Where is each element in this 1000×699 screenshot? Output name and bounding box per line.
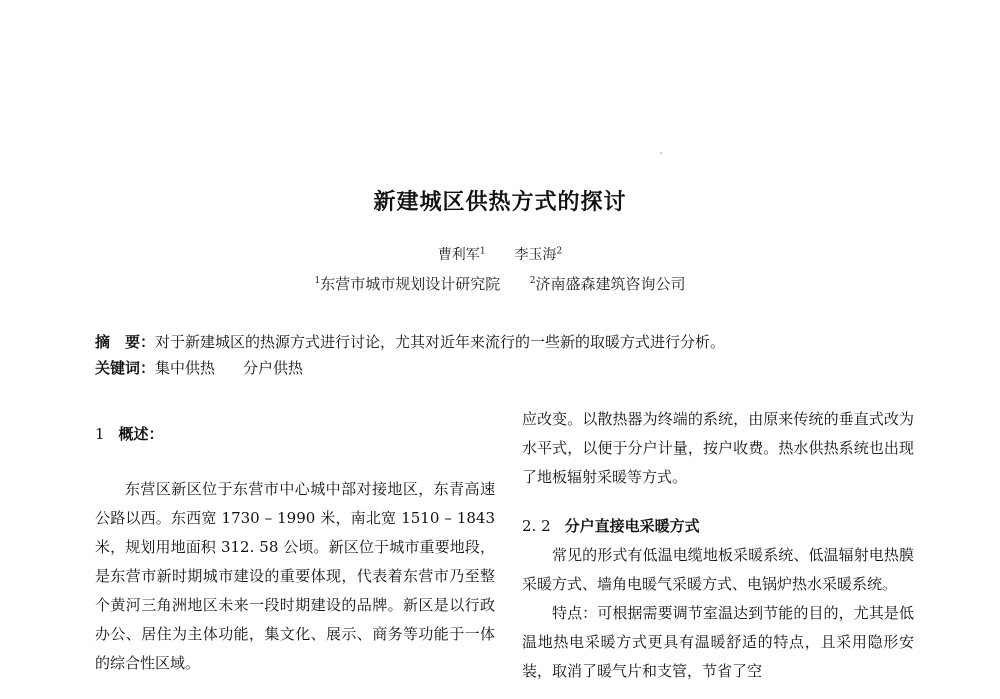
features-paragraph: 特点：可根据需要调节室温达到节能的目的，尤其是低温地热电采暖方式更具有温暖舒适的特点，且采用隐形安装，取消了暖气片和支管，节省了空: [522, 604, 914, 680]
affiliation-name: 济南盛森建筑咨询公司: [535, 275, 686, 293]
affiliation-name: 东营市城市规划设计研究院: [320, 275, 501, 293]
affiliation-sup: 2: [529, 276, 536, 286]
right-column: [522, 405, 914, 686]
section-title: 概述：: [118, 425, 164, 443]
abstract: [95, 330, 915, 354]
overview-paragraph: 东营区新区位于东营市中心城中部对接地区，东青高速公路以西。东西宽 1730 – 1990 米，南北宽 1510 – 1843 米，规划用地面积 312. 58 公顷。新区位于城市重要地段，是东营市新时期城市建设的重要体现，代表着东营市乃至整个黄河三角洲地区未来一段时期建设的品牌。新区是以行政办公、居住为主体功能，集文化、展示、商务等功能于一体的综合性区域。: [95, 480, 495, 672]
abstract-label: 摘 要：: [95, 333, 156, 351]
scan-speck: [660, 152, 662, 154]
affiliation-sup: 1: [314, 276, 321, 286]
affiliation-line: [0, 273, 1000, 294]
section-title: 分户直接电采暖方式: [564, 517, 700, 535]
author-sup: 1: [479, 246, 486, 257]
abstract-text: 对于新建城区的热源方式进行讨论，尤其对近年来流行的一些新的取暖方式进行分析。: [155, 333, 726, 351]
paper-title: 新建城区供热方式的探讨: [373, 190, 627, 215]
electric-heating-paragraph: 常见的形式有低温电缆地板采暖系统、低温辐射电热膜采暖方式、墙角电暖气采暖方式、电锅炉热水采暖系统。: [522, 546, 914, 593]
author-sup: 2: [556, 246, 563, 257]
section-number: 1: [95, 425, 105, 443]
author-name: 曹利军: [437, 247, 480, 263]
left-column: [95, 420, 495, 678]
section-heading-1: [95, 420, 495, 449]
keywords: [95, 356, 915, 380]
author-name: 李玉海: [514, 247, 557, 263]
continued-paragraph: 应改变。以散热器为终端的系统，由原来传统的垂直式改为水平式，以便于分户计量，按户收费。热水供热系统也出现了地板辐射采暖等方式。: [522, 410, 914, 486]
keyword-item: 分户供热: [243, 359, 304, 377]
section-heading-2-2: [522, 512, 914, 541]
keyword-item: 集中供热: [155, 359, 216, 377]
section-number: 2. 2: [522, 517, 551, 535]
author-line: [0, 244, 1000, 264]
keywords-label: 关键词：: [95, 359, 156, 377]
